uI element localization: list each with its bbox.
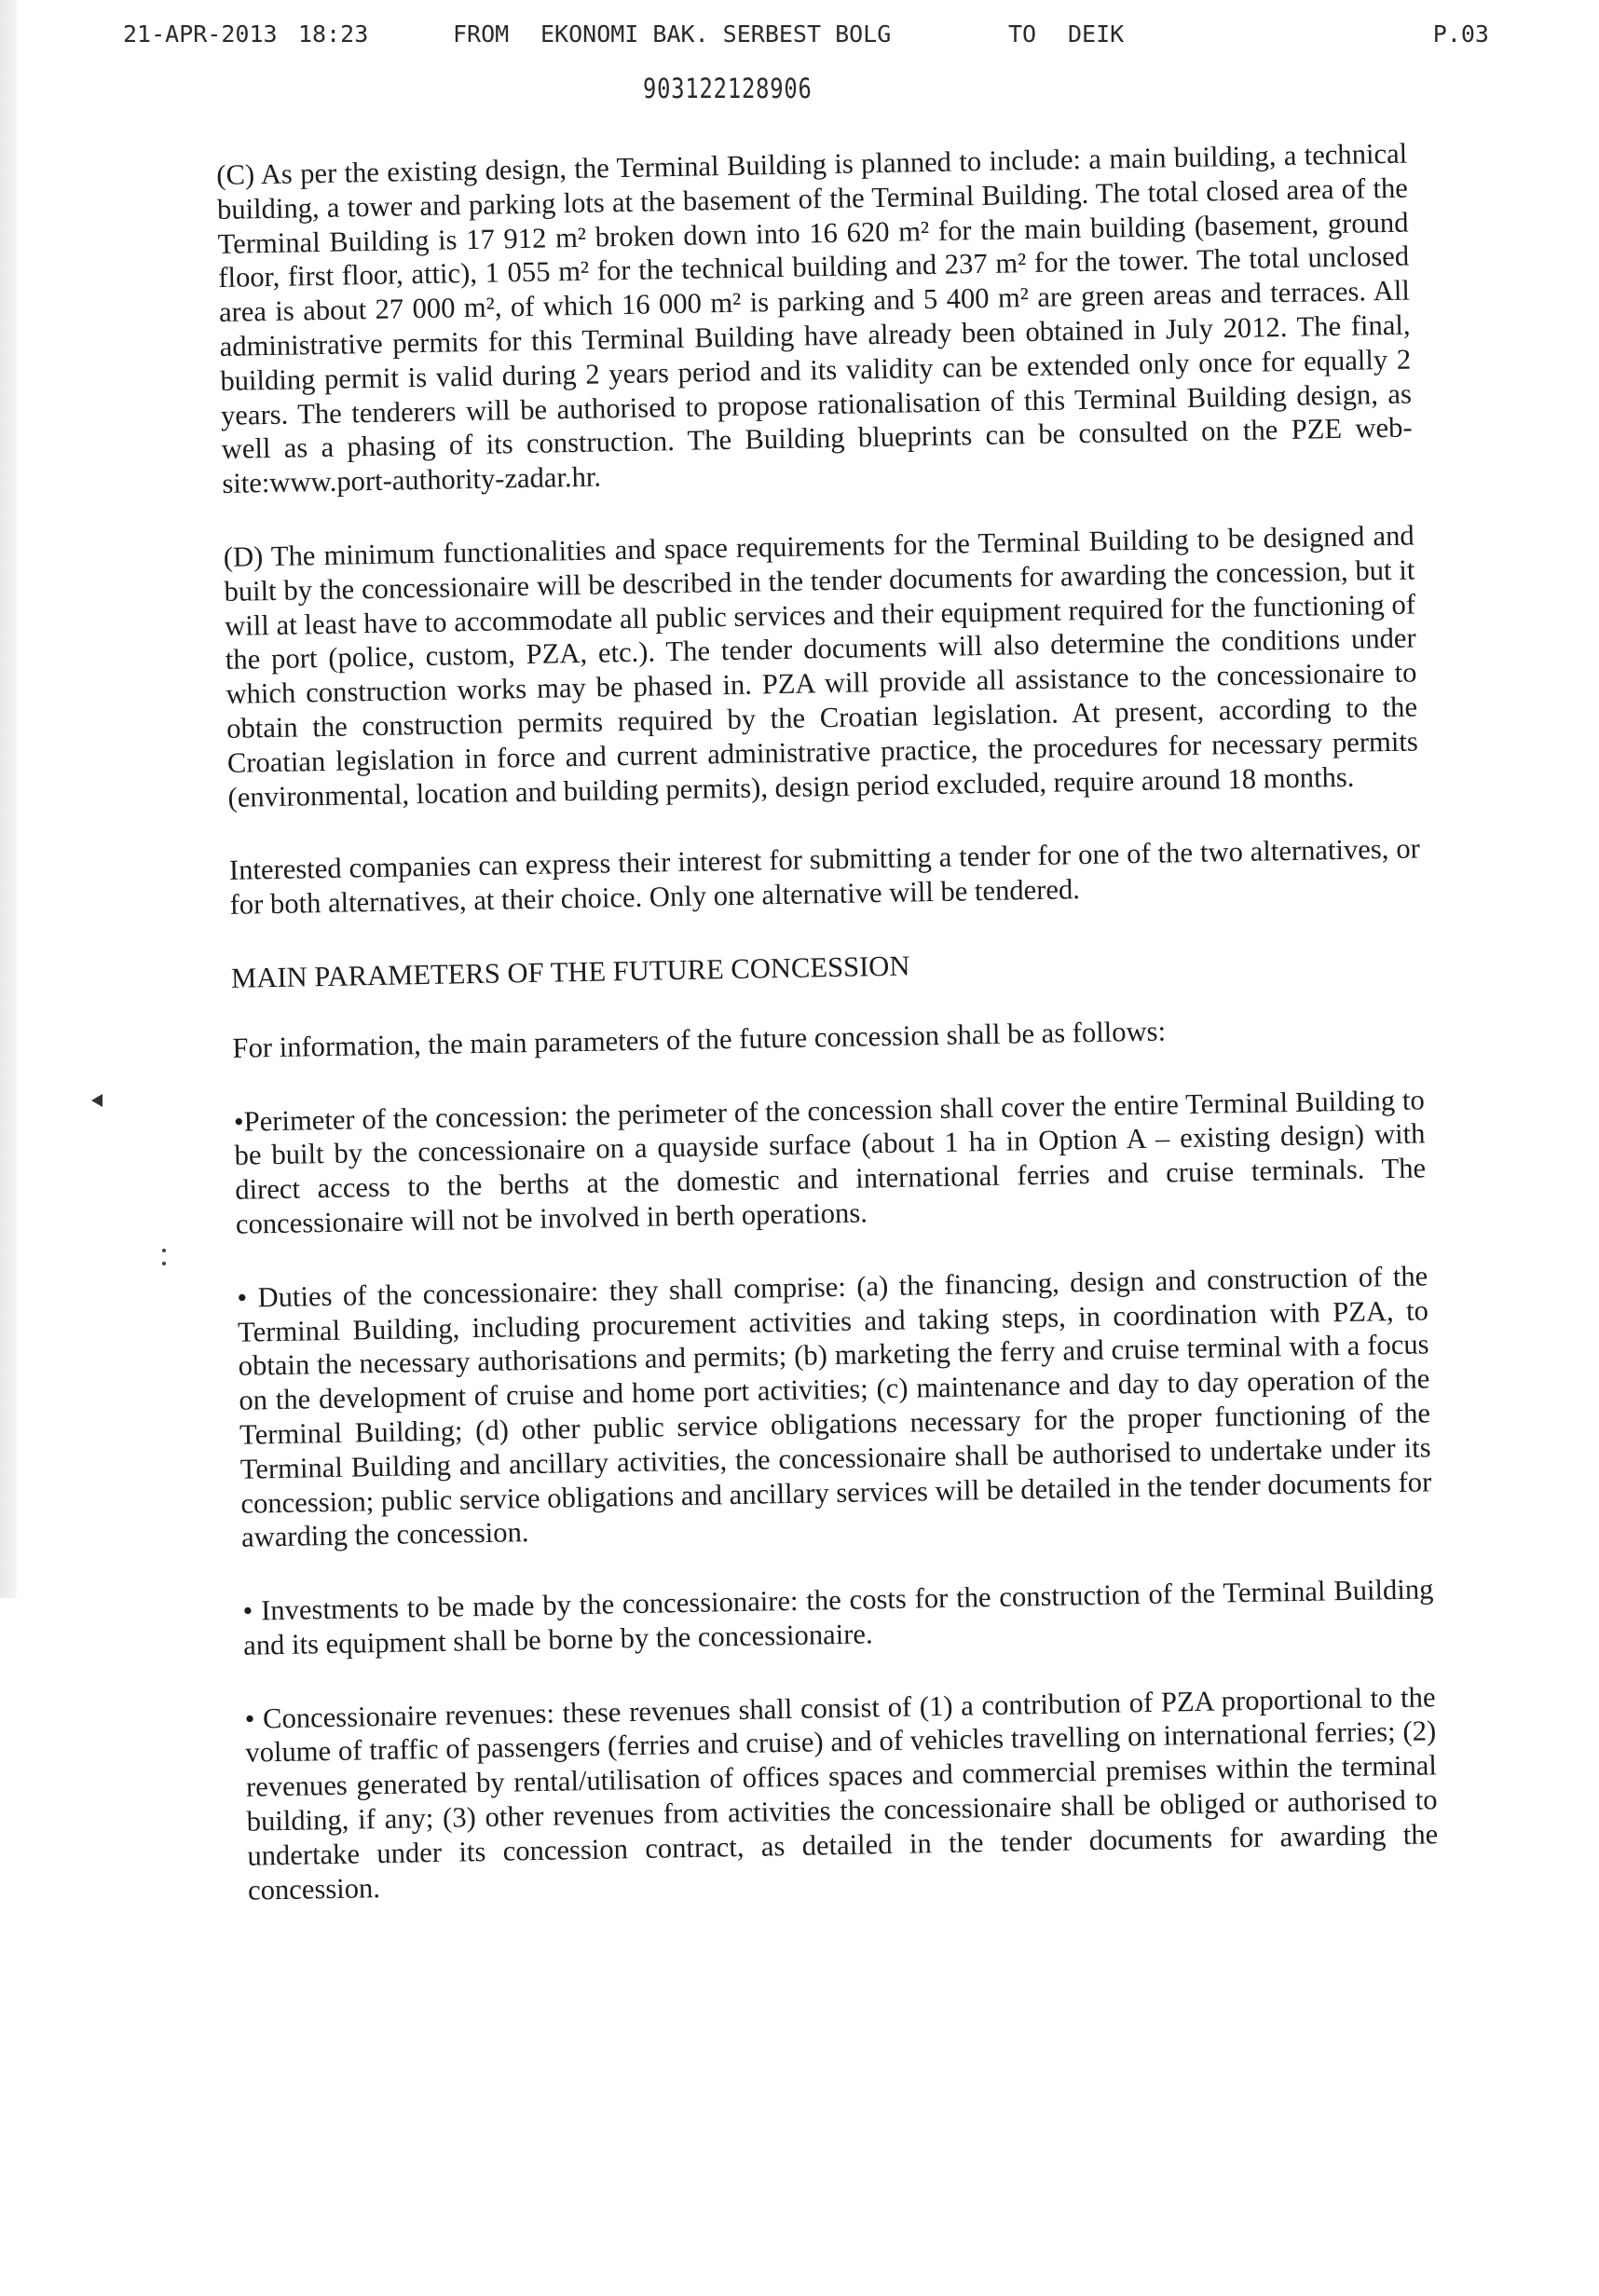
- bullet-duties: • Duties of the concessionaire: they shall comprise: (a) the financing, design and construction of the Terminal Building, including procurement activities and taking steps, in coordination with PZA, to obtain the necessary authorisations and permits; (b) marketing the ferry and cruise terminal with a focus on the development of cruise and home port activities; (c) maintenance and day to day operation of the Terminal Building; (d) other public service obligations necessary for the proper functioning of the Terminal Building and ancillary activities, the concessionaire shall be authorised to undertake under its concession; public service obligations and ancillary services will be detailed in the tender documents for awarding the concession.: [237, 1260, 1432, 1554]
- fax-sender: EKONOMI BAK. SERBEST BOLG: [540, 20, 892, 48]
- fax-phone-number: 903122128906: [643, 73, 813, 104]
- fax-to-label: TO: [1008, 20, 1037, 48]
- bullet-perimeter: •Perimeter of the concession: the perimeter of the concession shall cover the entire Terminal Building to be built by the concessionaire on a quayside surface (about 1 ha in Option A – existing design) with direct access to the berths at the domestic and international ferries and cruise terminals. The concessionaire will not be involved in berth operations.: [233, 1083, 1427, 1240]
- fax-page-number: P.03: [1432, 20, 1489, 48]
- fax-header: [123, 20, 1489, 54]
- paragraph-intro: For information, the main parameters of the future concession shall be as follows:: [232, 1015, 1167, 1064]
- scan-specks: [162, 1249, 168, 1269]
- bullet-revenues: • Concessionaire revenues: these revenues shall consist of (1) a contribution of PZA proportional to the volume of traffic of passengers (ferries and cruise) and of vehicles travelling on international ferries; (2) revenues generated by rental/utilisation of offices spaces and commercial premises within the terminal building, if any; (3) other revenues from activities the concessionaire shall be obliged or authorised to undertake under its concession contract, as detailed in the tender documents for awarding the concession.: [244, 1680, 1439, 1906]
- fax-time: 18:23: [298, 20, 369, 48]
- bullet-investments: • Investments to be made by the concessionaire: the costs for the construction of the Terminal Building and its equipment shall be borne by the concessionaire.: [242, 1573, 1434, 1661]
- document-body: [216, 137, 1439, 1908]
- section-heading: MAIN PARAMETERS OF THE FUTURE CONCESSION: [230, 950, 910, 994]
- paragraph-d: (D) The minimum functionalities and space requirements for the Terminal Building to be designed and built by the concessionaire will be described in the tender documents for awarding the concession, but it will at least have to accommodate all public services and their equipment required for the functioning of the port (police, custom, PZA, etc.). The tender documents will also determine the conditions under which construction works may be phased in. PZA will provide all assistance to the concessionaire to obtain the construction permits required by the Croatian legislation. At present, according to the Croatian legislation in force and current administrative practice, the procedures for necessary permits (environmental, location and building permits), design period excluded, require around 18 months.: [223, 519, 1418, 813]
- left-arrow-mark-icon: [91, 1094, 102, 1107]
- scan-edge-shadow: [0, 0, 17, 1598]
- fax-recipient: DEIK: [1068, 20, 1125, 48]
- fax-from-label: FROM: [453, 20, 510, 48]
- fax-date: 21-APR-2013: [123, 20, 278, 48]
- paragraph-c: (C) As per the existing design, the Terminal Building is planned to include: a main building, a technical building, a tower and parking lots at the basement of the Terminal Building. The total closed area of the Terminal Building is 17 912 m² broken down into 16 620 m² for the main building (basement, ground floor, first floor, attic), 1 055 m² for the technical building and 237 m² for the tower. The total unclosed area is about 27 000 m², of which 16 000 m² is parking and 5 400 m² are green areas and terraces. All administrative permits for this Terminal Building have already been obtained in July 2012. The final, building permit is valid during 2 years period and its validity can be extended only once for equally 2 years. The tenderers will be authorised to propose rationalisation of this Terminal Building design, as well as a phasing of its construction. The Building blueprints can be consulted on the PZE web-site:www.port-authority-zadar.hr.: [216, 137, 1413, 500]
- paragraph-interest: Interested companies can express their interest for submitting a tender for one of the two alternatives, or for both alternatives, at their choice. Only one alternative will be tendered.: [228, 832, 1421, 922]
